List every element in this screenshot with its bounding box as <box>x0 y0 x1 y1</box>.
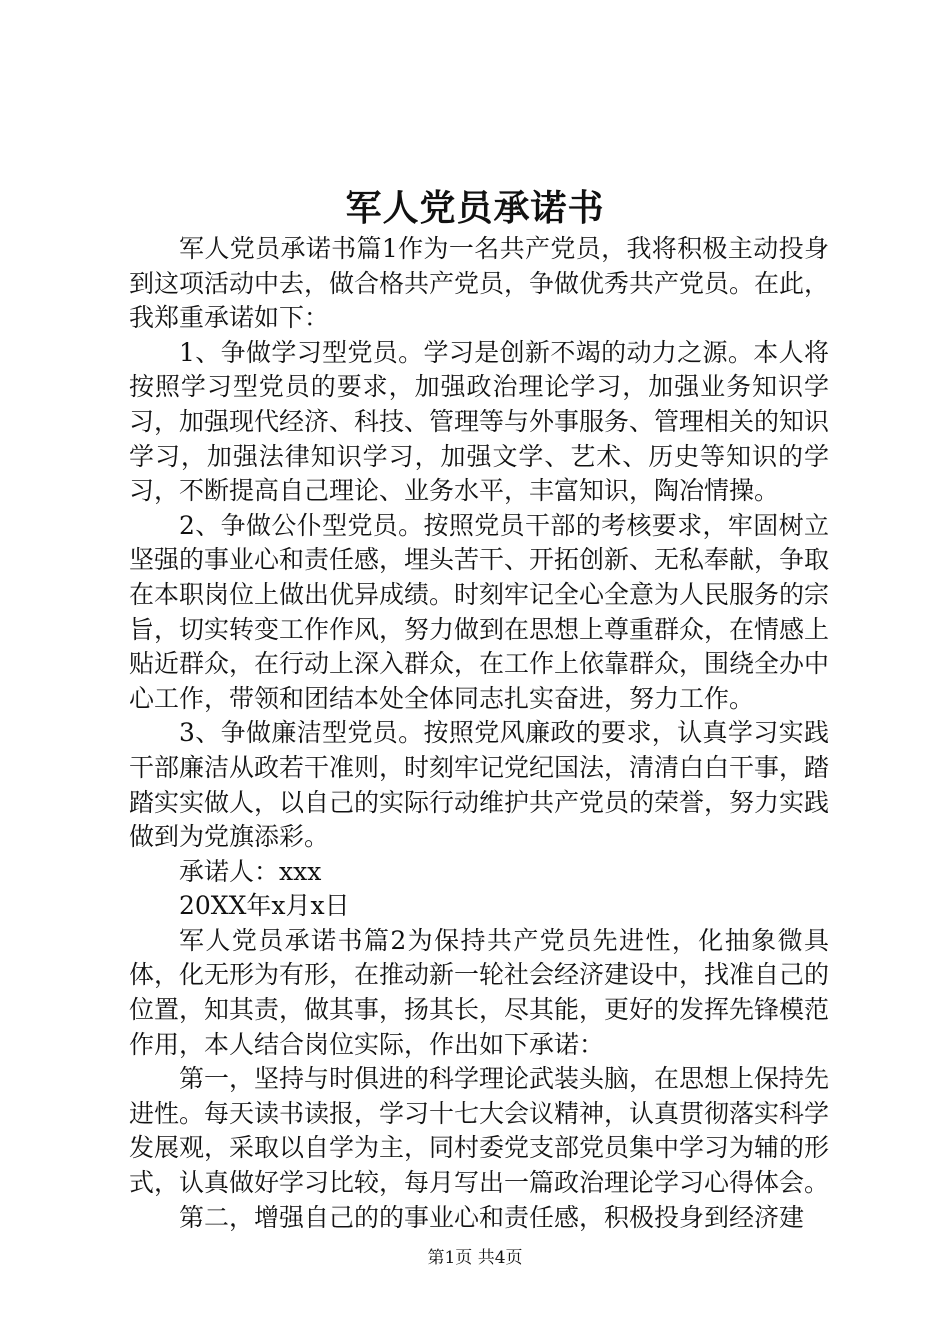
paragraph-item-3: 3、争做廉洁型党员。按照党风廉政的要求，认真学习实践干部廉洁从政若干准则，时刻牢记党纪国法，清清白白干事，踏踏实实做人，以自己的实际行动维护共产党员的荣誉，努力实践做到为党旗添彩。 <box>129 718 830 852</box>
paragraph-intro-2: 军人党员承诺书篇2为保持共产党员先进性，化抽象微具体，化无形为有形，在推动新一轮社会经济建设中，找准自己的位置，知其责，做其事，扬其长，尽其能，更好的发挥先锋模范作用，本人结合岗位实际，作出如下承诺： <box>129 925 830 1059</box>
paragraph-item-1: 1、争做学习型党员。学习是创新不竭的动力之源。本人将按照学习型党员的要求，加强政治理论学习，加强业务知识学习，加强现代经济、科技、管理等与外事服务、管理相关的知识学习，加强法律知识学习，加强文学、艺术、历史等知识的学习，不断提高自己理论、业务水平，丰富知识，陶冶情操。 <box>129 337 830 506</box>
date-line: 20XX年x月x日 <box>179 891 350 921</box>
paragraph-second: 第二，增强自己的的事业心和责任感，积极投身到经济建 <box>179 1202 805 1232</box>
document-body <box>129 232 829 1235</box>
page-footer: 第1页 共4页 <box>427 1248 523 1268</box>
paragraph-item-2: 2、争做公仆型党员。按照党员干部的考核要求，牢固树立坚强的事业心和责任感，埋头苦干、开拓创新、无私奉献，争取在本职岗位上做出优异成绩。时刻牢记全心全意为人民服务的宗旨，切实转变工作作风，努力做到在思想上尊重群众，在情感上贴近群众，在行动上深入群众，在工作上依靠群众，围绕全办中心工作，带领和团结本处全体同志扎实奋进，努力工作。 <box>129 510 830 713</box>
paragraph-intro-1: 军人党员承诺书篇1作为一名共产党员，我将积极主动投身到这项活动中去，做合格共产党员，争做优秀共产党员。在此，我郑重承诺如下： <box>129 234 830 333</box>
document-title: 军人党员承诺书 <box>345 187 605 229</box>
paragraph-first: 第一，坚持与时俱进的科学理论武装头脑，在思想上保持先进性。每天读书读报，学习十七大会议精神，认真贯彻落实科学发展观，采取以自学为主，同村委党支部党员集中学习为辅的形式，认真做好学习比较，每月写出一篇政治理论学习心得体会。 <box>129 1064 830 1198</box>
signature-line: 承诺人：xxx <box>179 856 322 886</box>
